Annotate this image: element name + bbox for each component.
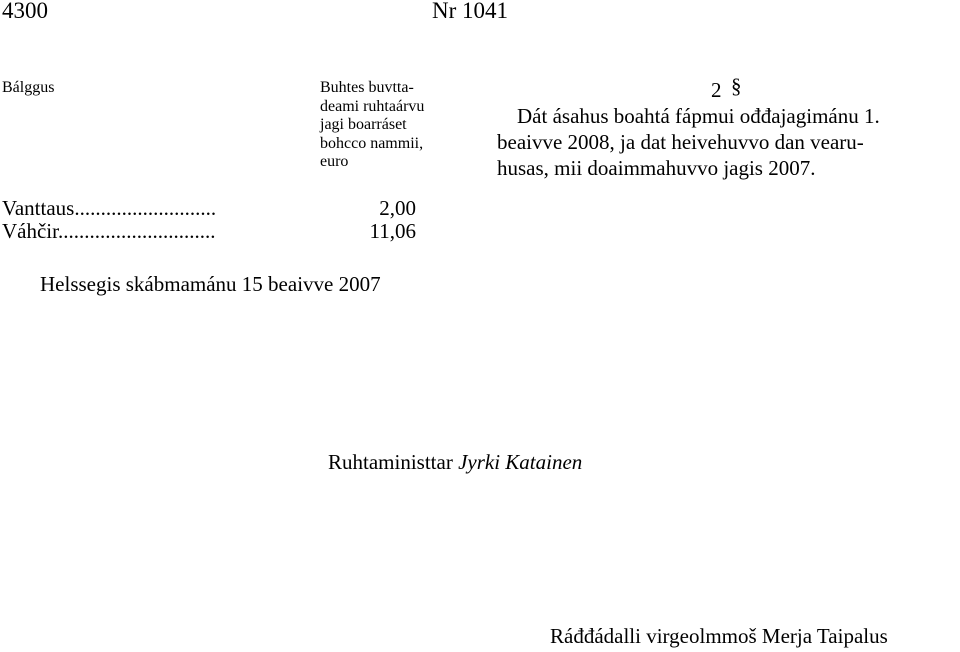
minister-name: Jyrki Katainen	[458, 450, 583, 474]
column-header-value-line: jagi boarráset	[320, 116, 407, 133]
place-and-date: Helssegis skábmamánu 15 beaivve 2007	[40, 272, 381, 296]
page-number: 4300	[2, 0, 48, 23]
column-header-item: Bálggus	[2, 79, 55, 96]
section-text-line: beaivve 2008, ja dat heivehuvvo dan vearu-	[497, 130, 864, 154]
column-header-value	[320, 79, 424, 172]
table-row-value: 2,00	[379, 196, 416, 220]
column-header-value-line: Buhtes buvtta-	[320, 79, 414, 96]
column-header-value-line: bohcco nammii,	[320, 134, 424, 152]
table-row-label: Vanttaus...........................	[2, 196, 217, 220]
counsellor-signature	[550, 624, 888, 649]
section-sign: §	[731, 74, 742, 98]
section-number: 2	[711, 78, 722, 102]
table-row-label: Váhčir..............................	[2, 219, 216, 243]
counsellor-title: Ráđđádalli virgeolmmoš	[550, 624, 762, 648]
column-header-value-line: euro	[320, 153, 349, 170]
document-number: Nr 1041	[432, 0, 509, 23]
minister-title: Ruhtaministtar	[328, 450, 459, 474]
section-text-line: husas, mii doaimmahuvvo jagis 2007.	[497, 156, 816, 180]
section-text-line: Dát ásahus boahtá fápmui ođđajagimánu 1.	[517, 104, 880, 128]
counsellor-name: Merja Taipalus	[761, 624, 888, 648]
table-row-value: 11,06	[369, 219, 416, 243]
column-header-value-line: deami ruhtaárvu	[320, 97, 425, 115]
minister-signature	[328, 450, 582, 475]
